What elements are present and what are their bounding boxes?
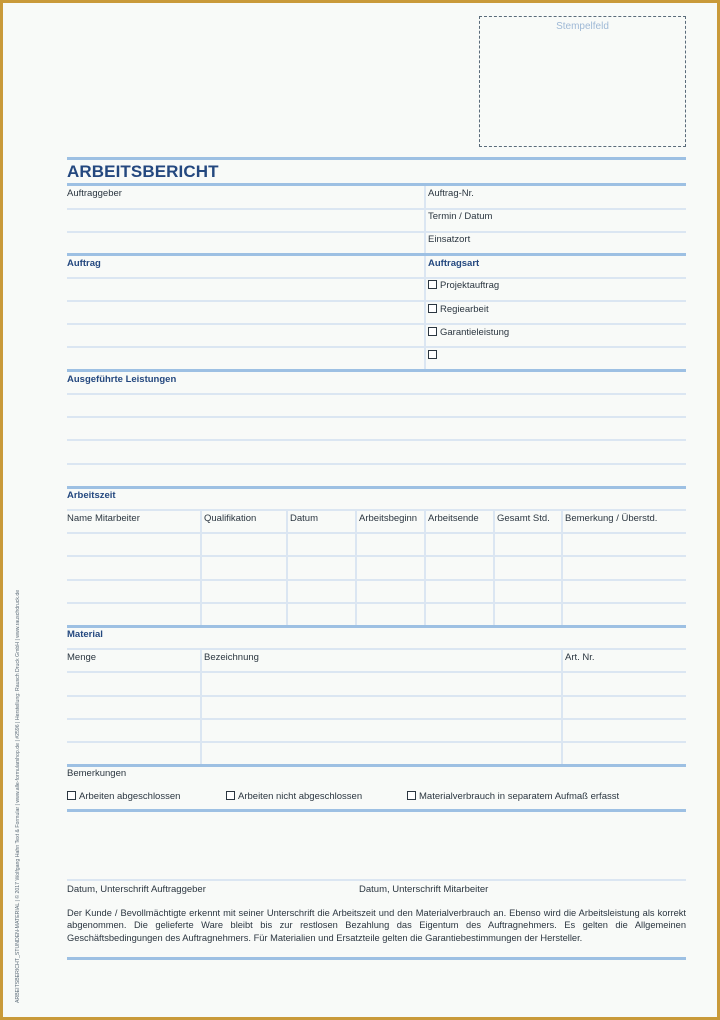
checkbox[interactable] [428, 304, 437, 313]
signature-rule-top [67, 809, 686, 812]
material-rule-4 [67, 718, 686, 720]
arbeitszeit-heading: Arbeitszeit [67, 490, 116, 501]
header-divider [424, 186, 426, 253]
col-menge: Menge [67, 652, 97, 663]
arbeitszeit-col-divider [286, 511, 288, 626]
arbeitszeit-col-divider [424, 511, 426, 626]
arbeitszeit-rule-5 [67, 602, 686, 604]
checkbox[interactable] [428, 280, 437, 289]
col-gesamt-std: Gesamt Std. [497, 513, 550, 524]
arbeitszeit-col-divider [200, 511, 202, 626]
checkbox[interactable] [428, 327, 437, 336]
option-materialverbrauch[interactable]: Materialverbrauch in separatem Aufmaß erfasst [407, 791, 619, 802]
material-heading: Material [67, 629, 103, 640]
bottom-rule [67, 957, 686, 960]
leistungen-rule-4 [67, 463, 686, 465]
auftrag-rule-3 [67, 323, 686, 325]
col-bemerkung: Bemerkung / Überstd. [565, 513, 658, 524]
arbeitszeit-rule-2 [67, 532, 686, 534]
arbeitszeit-rule-3 [67, 555, 686, 557]
stamp-field [479, 16, 686, 147]
stamp-label: Stempelfeld [556, 21, 609, 32]
leistungen-rule-1 [67, 393, 686, 395]
termin-label: Termin / Datum [428, 211, 493, 222]
header-rule-2 [67, 231, 686, 233]
checkbox[interactable] [407, 791, 416, 800]
auftraggeber-label: Auftraggeber [67, 188, 122, 199]
arbeitszeit-rule-top [67, 486, 686, 489]
material-rule-3 [67, 695, 686, 697]
option-empty[interactable] [428, 350, 440, 361]
auftrag-rule-1 [67, 277, 686, 279]
material-rule-1 [67, 648, 686, 650]
title-rule-bottom [67, 183, 686, 186]
arbeitszeit-rule-4 [67, 579, 686, 581]
leistungen-rule-3 [67, 439, 686, 441]
option-arbeiten-abgeschlossen[interactable]: Arbeiten abgeschlossen [67, 791, 180, 802]
col-name-mitarbeiter: Name Mitarbeiter [67, 513, 140, 524]
option-arbeiten-nicht-abgeschlossen[interactable]: Arbeiten nicht abgeschlossen [226, 791, 362, 802]
auftrag-rule-top [67, 253, 686, 256]
auftrag-divider [424, 256, 426, 369]
signature-auftraggeber-label: Datum, Unterschrift Auftraggeber [67, 884, 206, 895]
leistungen-rule-2 [67, 416, 686, 418]
col-arbeitsende: Arbeitsende [428, 513, 479, 524]
header-rule-1 [67, 208, 686, 210]
leistungen-rule-top [67, 369, 686, 372]
auftrag-heading: Auftrag [67, 258, 101, 269]
option-projektauftrag[interactable]: Projektauftrag [428, 280, 499, 291]
col-datum: Datum [290, 513, 318, 524]
material-col-divider [561, 650, 563, 765]
side-imprint: ARBEITSBERICHT_STUNDEN-MATERIAL | © 2017 Wolfgang Hahn Text & Formular | www.alle-formularshop.de | #2596 | Herstellung: Rausch Druck GmbH | www.rauschdruck.de [15, 589, 21, 1003]
option-regiearbeit[interactable]: Regiearbeit [428, 304, 489, 315]
arbeitszeit-col-divider [355, 511, 357, 626]
auftrag-nr-label: Auftrag-Nr. [428, 188, 474, 199]
disclaimer-text: Der Kunde / Bevollmächtigte erkennt mit seiner Unterschrift die Arbeitszeit und den Materialverbrauch an. Ebenso wird die Arbeitsleistung als korrekt abgenommen. Die gelieferte Ware bleibt bis zur restlosen Bezahlung das Eigentum des Auftragnehmers. Es gelten die Allgemeinen Geschäftsbedingungen des Auftragnehmers. Für Materialien und Ersatzteile gelten die Garantiebestimmungen der Hersteller. [67, 908, 686, 943]
arbeitszeit-rule-1 [67, 509, 686, 511]
auftrag-rule-4 [67, 346, 686, 348]
form-sheet [3, 3, 717, 1017]
material-rule-5 [67, 741, 686, 743]
title-rule-top [67, 157, 686, 160]
col-arbeitsbeginn: Arbeitsbeginn [359, 513, 418, 524]
option-garantieleistung[interactable]: Garantieleistung [428, 327, 509, 338]
bemerkungen-label: Bemerkungen [67, 768, 127, 779]
bemerkungen-rule-top [67, 764, 686, 767]
auftrag-rule-2 [67, 300, 686, 302]
col-bezeichnung: Bezeichnung [204, 652, 259, 663]
signature-line [67, 879, 686, 881]
checkbox[interactable] [428, 350, 437, 359]
auftragsart-heading: Auftragsart [428, 258, 480, 269]
leistungen-heading: Ausgeführte Leistungen [67, 374, 177, 385]
checkbox[interactable] [226, 791, 235, 800]
col-qualifikation: Qualifikation [204, 513, 257, 524]
checkbox[interactable] [67, 791, 76, 800]
col-art-nr: Art. Nr. [565, 652, 595, 663]
page-title: ARBEITSBERICHT [67, 162, 219, 181]
material-rule-2 [67, 671, 686, 673]
signature-mitarbeiter-label: Datum, Unterschrift Mitarbeiter [359, 884, 489, 895]
material-rule-top [67, 625, 686, 628]
arbeitszeit-col-divider [561, 511, 563, 626]
einsatzort-label: Einsatzort [428, 234, 471, 245]
arbeitszeit-col-divider [493, 511, 495, 626]
material-col-divider [200, 650, 202, 765]
